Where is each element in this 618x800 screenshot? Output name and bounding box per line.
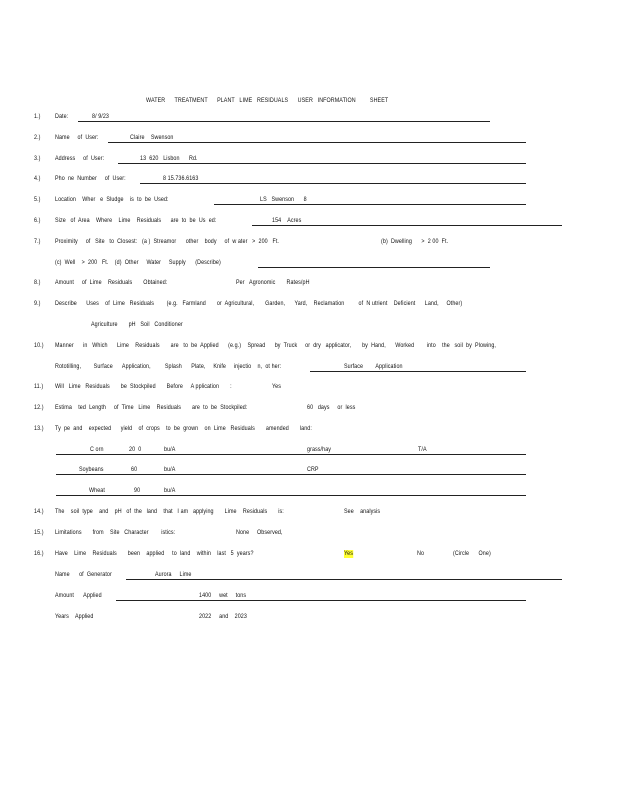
location-label: Location Wher e Sludge is to be Used: [55,196,169,203]
soil-type-label: The soil type and pH of the land that I am applying Lime Residuals is: [55,508,284,515]
amount-applied-value: 1400 wet tons [199,592,247,599]
crop-name: Soybeans [79,466,104,473]
crop-yield: 90 [134,487,141,494]
item-number: 5.) [34,196,41,203]
years-applied-value: 2022 and 2023 [199,613,247,620]
address-value: 13 620 Lisbon Rd. [140,155,198,162]
item-number: 13.) [34,425,44,432]
item-number: 11.) [34,383,44,390]
crop-unit: bu/A [164,487,176,494]
item-number: 12.) [34,404,44,411]
item-number: 4.) [34,175,41,182]
amount-applied-label: Amount Applied [55,592,102,599]
proximity-line2: (c) Well > 200 Ft. (d) Other Water Supply (Describe) [55,259,221,266]
soil-type-value: See analysis [344,508,381,515]
phone-value: 8 15.736.6163 [163,175,199,182]
uses-value: Agriculture pH Soil Conditioner [91,321,183,328]
address-underline [118,163,526,164]
item-number: 10.) [34,342,44,349]
crop2-value: T/A [418,446,427,453]
prior-application-label: Have Lime Residuals been applied to land within last 5 years? [55,550,254,557]
crop-row-underline [56,495,526,496]
years-applied-label: Years Applied [55,613,94,620]
crop-row-underline [56,474,526,475]
crops-label: Ty pe and expected yield of crops to be grown on Lime Residuals amended land: [55,425,312,432]
address-label: Address of User: [55,155,105,162]
stockpile-length-value: 60 days or less [307,404,356,411]
item-number: 14.) [34,508,44,515]
item-number: 9.) [34,300,41,307]
crop-row-underline [56,454,526,455]
location-value: LS Swenson 8 [260,196,307,203]
crop-name: C orn [90,446,104,453]
item-number: 1.) [34,113,41,120]
uses-label: Describe Uses of Lime Residuals (e.g. Farmland or Agricultural, Garden, Yard, Reclamation of N utrient Deficient Land, Other) [55,300,463,307]
location-underline [214,204,526,205]
date-underline [78,121,490,122]
stockpile-length-label: Estima ted Length of Time Lime Residuals are to be Stockpiled: [55,404,248,411]
generator-underline [126,579,562,580]
stockpile-label: Will Lime Residuals be Stockpiled Before A pplication : [55,383,232,390]
crop-unit: bu/A [164,446,176,453]
answer-yes-highlighted: Yes [344,550,354,557]
date-label: Date: [55,113,69,120]
item-number: 2.) [34,134,41,141]
area-size-value: 154 Acres [272,217,302,224]
item-number: 3.) [34,155,41,162]
area-size-underline [252,225,562,226]
limitations-label: Limitations from Site Character istics: [55,529,176,536]
item-number: 8.) [34,279,41,286]
amount-applied-underline [116,600,526,601]
crop-yield: 60 [131,466,138,473]
manner-value: Surface Application [344,363,403,370]
manner-line2: Rototilling, Surface Application, Splash Plate, Knife injectio n, ot her: [55,363,282,370]
proximity-label: Proximity of Site to Closest: (a ) Streamor other body of w ater > 200 Ft. [55,238,279,245]
phone-underline [140,183,526,184]
crop2-name: grass/hay [307,446,332,453]
generator-label: Name of Generator [55,571,112,578]
crop-unit: bu/A [164,466,176,473]
answer-no: No [417,550,425,557]
manner-label: Manner in Which Lime Residuals are to be Applied (e.g.) Spread by Truck or dry applicator, by Hand, Worked into the soil by Plowing, [55,342,496,349]
phone-label: Pho ne Number of User: [55,175,126,182]
form-title: WATER TREATMENT PLANT LIME RESIDUALS USER INFORMATION SHEET [146,97,389,104]
user-name-value: Claire Swenson [130,134,174,141]
date-value: 8/ 9/23 [92,113,110,120]
item-number: 15.) [34,529,44,536]
amount-obtained-label: Amount of Lime Residuals Obtained: [55,279,168,286]
item-number: 6.) [34,217,41,224]
stockpile-value: Yes [272,383,282,390]
user-name-underline [108,142,526,143]
crop2-name: CRP [307,466,319,473]
generator-value: Aurora Lime [155,571,192,578]
item-number: 16.) [34,550,44,557]
circle-one-note: (Circle One) [453,550,491,557]
proximity-other-underline [258,267,490,268]
amount-obtained-value: Per Agronomic Rates/pH [236,279,310,286]
user-name-label: Name of User: [55,134,99,141]
crop-yield: 20 0 [129,446,142,453]
crop-name: Wheat [89,487,105,494]
proximity-dwelling: (b) Dwelling > 2 00 Ft. [381,238,449,245]
area-size-label: Size of Area Where Lime Residuals are to be Us ed: [55,217,217,224]
limitations-value: None Observed, [236,529,283,536]
item-number: 7.) [34,238,41,245]
manner-underline [310,371,526,372]
